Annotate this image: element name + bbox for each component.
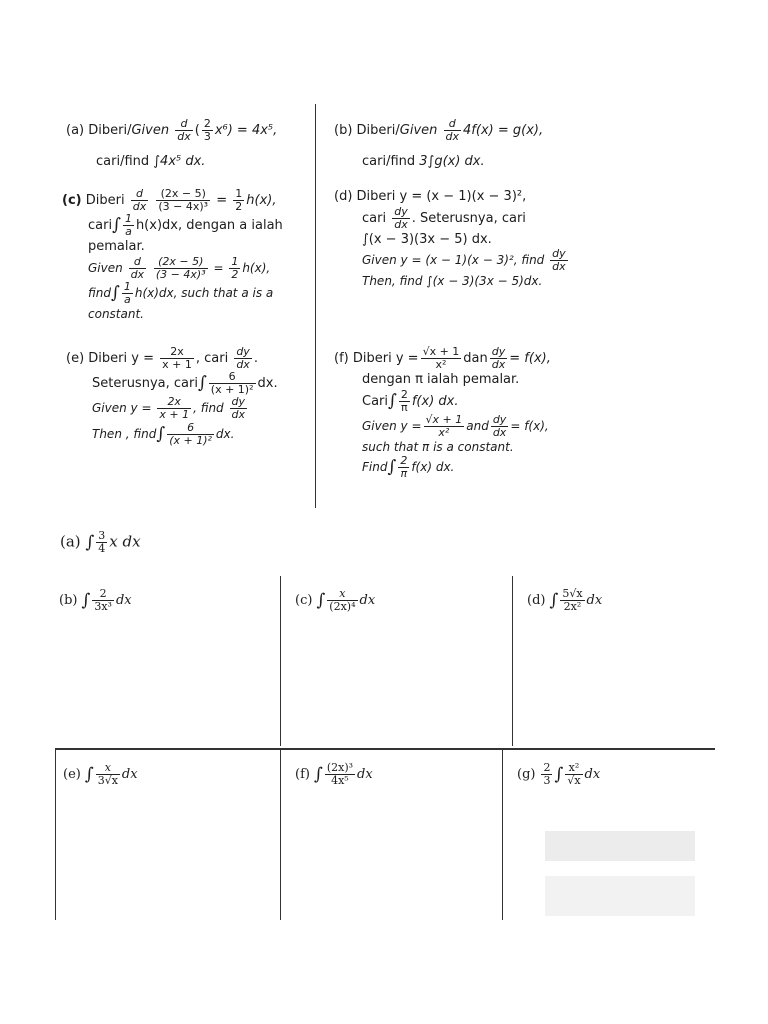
frac-num: 2 [400,387,408,401]
frac-den: 2 [235,200,243,214]
frac-den: a [125,225,132,239]
frac-num: 2 [92,588,114,601]
integral-sign: ∫ [85,532,95,553]
frac-den: dx [445,130,460,144]
derivative-operator [129,256,147,281]
y-fraction [160,346,194,371]
frac-num: d [175,118,193,131]
frac-den: (3 − 4x)³ [158,200,209,214]
grid-line [502,750,503,920]
find-expression: 3∫g(x) dx. [419,154,485,170]
next-text: Seterusnya, cari [92,376,198,392]
equation-tail: h(x), [246,193,277,209]
frac-den: 2 [231,268,239,282]
frac-den: (x + 1)² [210,383,254,397]
frac-num: 5√x [562,587,583,600]
question-a [66,118,306,171]
frac-den: π [401,400,408,414]
exercise-g [517,762,600,787]
frac-den: dx [236,358,250,372]
question-label: (f) [334,351,349,367]
en-constant-note: such that π is a constant. [362,440,514,455]
integral-sign: ∫ [84,764,94,785]
question-label: (f) [295,767,310,783]
question-label: (c) [295,593,313,609]
frac-den: 3 [543,774,551,788]
frac-den: dx [492,426,507,440]
en-given: Given [88,261,123,276]
question-label: (b) [59,593,78,609]
integral-sign: ∫ [387,457,397,478]
equation-tail: 4f(x) = g(x), [463,123,544,139]
equals-sign: = [213,261,224,276]
constant-note: dengan π ialah pemalar. [362,372,520,388]
question-label: (b) [334,123,353,139]
question-label: (d) [334,189,353,204]
integral-sign: ∫ [549,590,559,611]
grid-line [280,750,281,920]
frac-num: (2x − 5) [156,188,210,201]
derivative-dy-dx [230,396,248,421]
integral-tail: f(x) dx. [411,393,459,409]
derivative-dy-dx [392,206,410,231]
grid-line [55,750,56,920]
frac-den: √x [567,774,581,788]
en-find: find [88,286,111,301]
derivative-operator [444,118,462,143]
integral-tail: dx [359,593,376,609]
frac-num: (2x)³ [326,761,354,774]
en-then: Then, find ∫(x − 3)(3x − 5)dx. [362,274,543,289]
question-c [62,188,312,322]
frac-num: √x + 1 [425,412,463,426]
integral-sign: ∫ [112,215,121,236]
integral-tail: f(x) dx. [411,460,455,475]
frac-den: dx [231,408,245,422]
grid-line [512,576,513,746]
find-end: pemalar. [88,239,145,255]
integral-sign: ∫ [313,764,323,785]
frac-den: dx [177,130,191,144]
exercise-d [527,588,602,613]
integral-tail: dx [586,593,603,609]
frac-den: x + 1 [159,408,190,422]
next-text: . Seterusnya, cari [411,210,526,226]
frac-num: 2 [203,117,211,130]
frac-den: π [400,467,408,481]
frac-den: 4 [98,542,106,556]
given-word-en: Given [131,123,170,139]
frac-den: 3 [203,130,211,144]
derivative-operator [131,188,149,213]
frac-den: (2x)⁴ [329,600,356,614]
frac-num: d [444,118,462,131]
question-d [334,188,584,290]
frac-den: 4x⁵ [331,774,349,788]
frac-num: (2x − 5) [154,256,208,269]
find-tail: h(x)dx, dengan a ialah [135,218,283,234]
grid-line [280,576,281,746]
question-e: (e) Diberi y = $\frac{2x}{x + 1}$ , cari $\frac{dy}{dx}$ . Seterusnya, cari∫ $\frac{6}{\text{(x + 1)²}}$ dx. Given y = $\frac{2x}{x + 1}$ , find $\frac{dy}{dx}$ Then , find∫ $\frac{6}{\text{(x + 1)²}}$ dx. [66,345,278,447]
frac-num: 6 [167,422,214,435]
exercise-c [295,588,375,613]
frac-num: √x + 1 [422,345,460,358]
question-b [334,118,584,171]
half-fraction [229,256,240,281]
and-word: and [466,419,489,434]
find-text: cari/find [96,154,150,170]
en-then: Then , find [92,426,157,441]
find-text: Cari [362,393,388,409]
integral-sign: ∫ [81,590,91,611]
frac-num: dy [492,412,507,426]
integral-tail: dx. [215,426,235,441]
integrand [327,588,357,613]
scan-smudge [545,831,695,861]
frac-den: x + 1 [162,358,192,372]
inverse-a [122,281,133,306]
main-fraction [154,256,208,281]
equation-tail: = f(x), [509,351,551,367]
en-given: Given y = (x − 1)(x − 3)², find [362,253,545,268]
frac-den: dx [491,358,506,372]
integrand [96,762,120,787]
scan-smudge [545,876,695,916]
find-text: cari [88,218,113,234]
question-label: (a) [66,123,85,139]
derivative-operator [175,118,193,143]
find-text: cari [362,210,387,226]
integrand [209,371,256,396]
and-word: dan [463,351,488,367]
frac-num: dy [236,345,250,358]
integrand [325,762,355,787]
integral-tail: dx [115,593,132,609]
frac-num: 1 [124,212,132,226]
integral-sign: ∫ [156,423,166,444]
answer-grid [55,576,715,922]
frac-num: dy [394,204,408,218]
find-expression: ∫4x⁵ dx. [153,154,206,170]
given-word: Diberi/ [356,123,400,139]
integrand [565,762,582,787]
coefficient [541,762,552,787]
frac-den: dx [394,217,408,231]
frac-num: dy [552,247,566,261]
frac-num: 1 [123,280,131,294]
en-find-tail: h(x)dx, such that a is a [134,286,274,301]
derivative-dy-dx [490,346,508,371]
integrand [167,422,214,447]
coefficient [96,530,107,555]
frac-den: 3√x [97,774,118,788]
integral-sign: ∫ [554,764,564,785]
frac-den: 3x³ [94,600,112,614]
frac-den: dx [132,200,147,214]
integral-tail: dx [121,767,138,783]
frac-num: 1 [235,187,243,200]
en-find-end: constant. [88,307,144,322]
question-label: (e) [63,767,81,783]
two-over-pi [399,389,410,414]
exercise-b [59,588,132,613]
integrand [560,588,584,613]
frac-den: (x + 1)² [169,433,212,447]
frac-num: 1 [231,254,239,268]
integral-sign: ∫ [110,283,120,304]
derivative-dy-dx [234,346,252,371]
frac-den: dx [130,268,145,282]
frac-num: x [96,762,120,775]
equation-tail: = f(x), [510,419,549,434]
given-word: Diberi y = [88,351,154,367]
integrand [92,588,114,613]
grid-line [55,748,715,750]
frac-num: d [129,256,147,269]
find-text: , cari [195,351,229,367]
frac-num: 2 [400,454,408,468]
frac-den: x² [435,358,447,372]
y-fraction [421,346,462,371]
integral-sign: ∫ [197,373,207,394]
integral-tail: dx. [257,376,278,392]
frac-num: 2x [160,346,194,359]
en-find: , find [193,401,224,416]
integral-tail: dx [584,767,601,783]
question-label: (g) [517,767,536,783]
y-fraction [157,396,191,421]
frac-num: 2 [543,761,551,774]
integral-expression: ∫(x − 3)(3x − 5) dx. [362,231,492,247]
derivative-dy-dx [491,414,509,439]
two-over-pi [398,455,409,480]
integral-sign: ∫ [388,390,397,411]
given-line: Diberi y = (x − 1)(x − 3)², [356,189,527,204]
paren: ( [194,123,200,139]
equation-tail: x⁶) = 4x⁵, [214,123,278,139]
frac-den: dx [552,260,566,274]
derivative-dy-dx [550,248,568,273]
en-given: Given y = [92,401,152,416]
main-fraction [156,188,210,213]
en-given: Given y = [362,419,422,434]
frac-den: (3 − 4x)³ [155,268,206,282]
frac-den: 2x² [563,600,582,614]
question-label: (e) [66,351,85,367]
question-f [334,346,584,480]
integral-tail: x dx [109,532,141,551]
given-word: Diberi y = [352,351,419,367]
integral-sign: ∫ [316,590,326,611]
given-word: Diberi/ [88,123,132,139]
question-label: (c) [62,193,82,209]
inverse-a [123,213,134,238]
question-label: (a) [60,532,81,551]
question-block [62,104,582,508]
equals-sign: = [216,193,228,209]
frac-num: 6 [209,371,256,384]
frac-num: 2x [157,396,191,409]
frac-num: d [131,188,149,201]
integral-tail: dx [357,767,373,783]
frac-num: dy [491,345,506,358]
equation-tail: h(x), [242,261,271,276]
frac-den: a [123,293,131,307]
given-word-en: Given [399,123,438,139]
coefficient [202,118,213,143]
column-divider [315,104,316,508]
frac-num: 3 [98,529,106,542]
frac-num: dy [231,395,245,409]
y-fraction [424,414,465,439]
frac-den: x² [438,426,450,440]
frac-num: x² [565,762,582,775]
half-fraction [233,188,244,213]
given-word: Diberi [85,193,125,209]
frac-num: x [327,588,357,601]
en-find: Find [362,460,388,475]
exercise-f [295,762,373,787]
exercise-e [63,762,138,787]
find-text: cari/find [362,154,416,170]
question-label: (d) [527,593,546,609]
worksheet-intro [60,530,141,555]
